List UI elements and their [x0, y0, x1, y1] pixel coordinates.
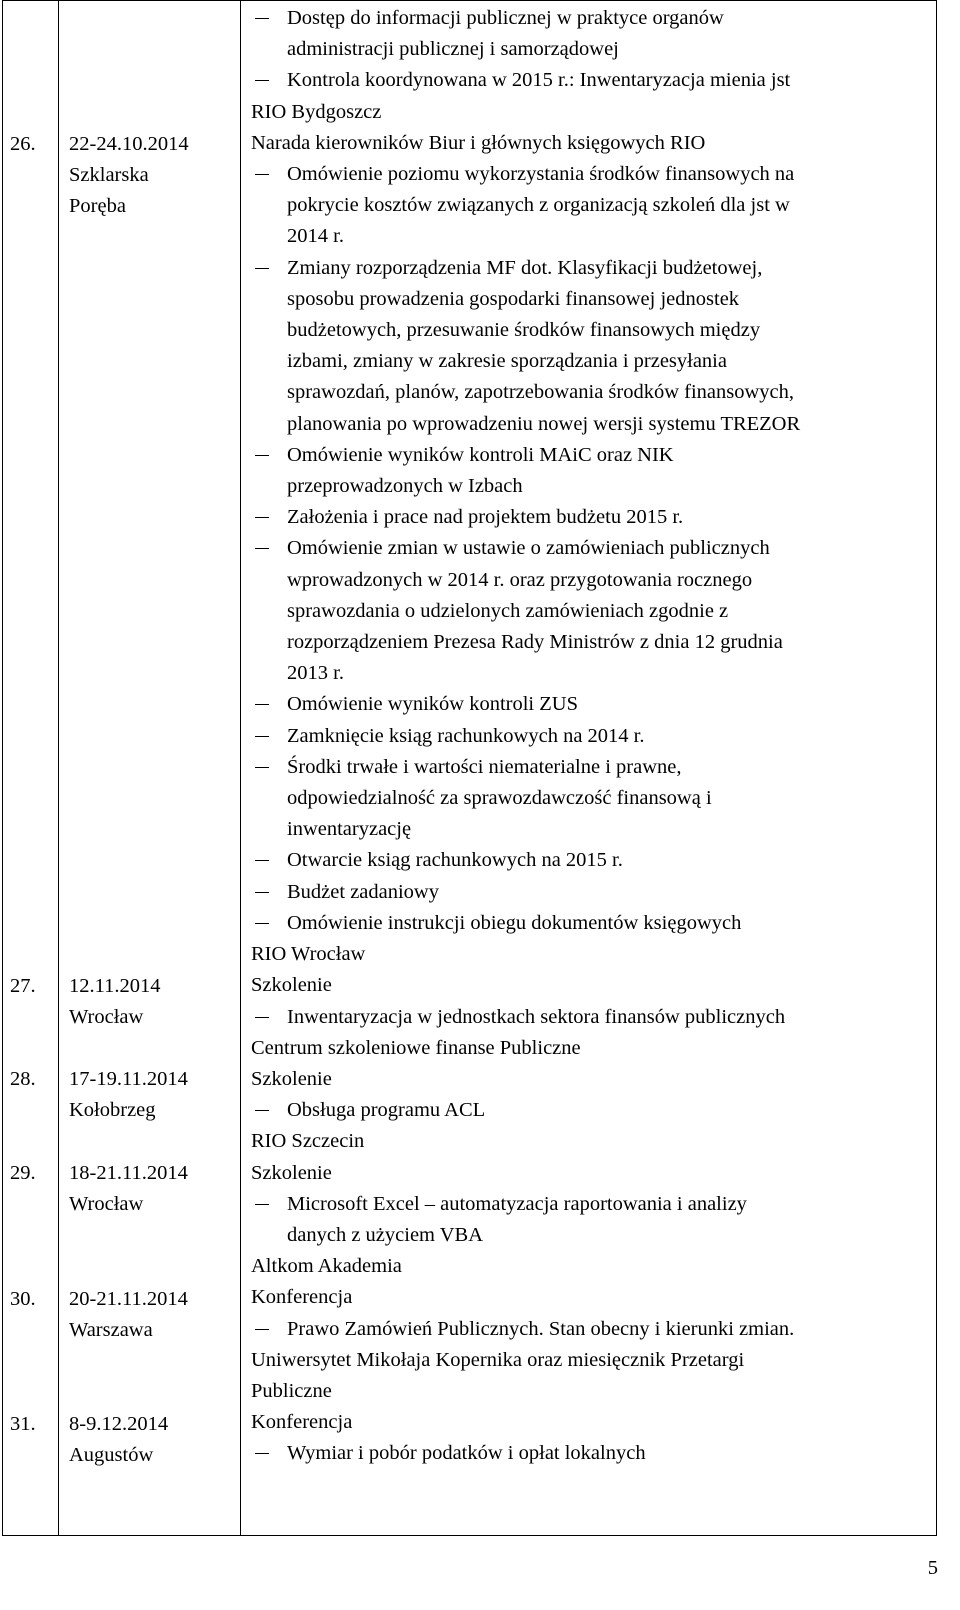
entry-26-bullet-item [251, 440, 936, 502]
entry-date: 20-21.11.2014 [69, 1288, 188, 1310]
entry-26-title: Narada kierowników Biur i głównych księgowych RIO [251, 131, 706, 154]
entry-date: 22-24.10.2014 [69, 133, 189, 155]
entry-26-bullet-item [251, 159, 936, 253]
bullet-text-line: sposobu prowadzenia gospodarki finansowej jednostek [287, 287, 740, 310]
entry-26-bullet-item [251, 502, 936, 533]
bullet-text-line: Inwentaryzacja w jednostkach sektora finansów publicznych [287, 1005, 786, 1028]
bullet-text-line: pokrycie kosztów związanych z organizacją szkoleń dla jst w [287, 194, 790, 217]
entry-30-organizer-line: Publiczne [251, 1379, 332, 1402]
entry-26-bullet-item [251, 253, 936, 440]
bullet-text-line: Omówienie instrukcji obiegu dokumentów księgowych [287, 911, 742, 934]
entry-place-name: Poręba [69, 195, 126, 218]
entry-27-title: Szkolenie [251, 974, 332, 997]
entry-date-place [69, 1284, 239, 1346]
dash-bullet-icon [255, 174, 269, 175]
entry-29-organizer: Altkom Akademia [251, 1255, 402, 1278]
bullet-text-line: Prawo Zamówień Publicznych. Stan obecny i kierunki zmian. [287, 1317, 795, 1340]
entry-place-name: Wrocław [69, 1006, 144, 1029]
entry-date-place [69, 1064, 239, 1126]
entry-26-bullet-item [251, 752, 936, 846]
date-place-column [59, 1, 241, 1536]
bullet-text-line: Zamknięcie ksiąg rachunkowych na 2014 r. [287, 724, 645, 747]
entry-28-organizer: RIO Szczecin [251, 1130, 365, 1153]
entry-30-organizer-line: Uniwersytet Mikołaja Kopernika oraz miesięcznik Przetargi [251, 1348, 745, 1371]
entry-place-name: Kołobrzeg [69, 1099, 156, 1122]
bullet-text-line: 2013 r. [287, 662, 344, 685]
dash-bullet-icon [255, 548, 269, 549]
entry-28-title: Szkolenie [251, 1067, 332, 1090]
entry-date-place [69, 129, 239, 223]
entry-number: 27. [10, 975, 36, 997]
dash-bullet-icon [255, 517, 269, 518]
entry-date: 12.11.2014 [69, 975, 161, 997]
entry-date-place [69, 971, 239, 1033]
bullet-text-line: rozporządzeniem Prezesa Rady Ministrów z dnia 12 grudnia [287, 631, 783, 654]
entry-26-bullet-item [251, 689, 936, 720]
entry-31-title: Konferencja [251, 1411, 353, 1434]
dash-bullet-icon [255, 1204, 269, 1205]
bullet-text-line: Kontrola koordynowana w 2015 r.: Inwentaryzacja mienia jst [287, 69, 791, 92]
entry-number: 31. [10, 1413, 36, 1435]
entry-27-bullet-item [251, 1002, 936, 1033]
bullet-text-line: Omówienie poziomu wykorzystania środków finansowych na [287, 163, 795, 186]
entry-26-bullet-item [251, 533, 936, 689]
dash-bullet-icon [255, 455, 269, 456]
bullet-text-line: Obsługa programu ACL [287, 1099, 486, 1122]
bullet-text-line: 2014 r. [287, 225, 344, 248]
bullet-text-line: Microsoft Excel – automatyzacja raportowania i analizy [287, 1192, 747, 1215]
entry-27-organizer: Centrum szkoleniowe finanse Publiczne [251, 1036, 581, 1059]
bullet-text-line: inwentaryzację [287, 818, 412, 841]
entry-31-bullet-item [251, 1438, 936, 1469]
topic-column [241, 1, 937, 1536]
previous-entry-bullet-item [251, 65, 936, 96]
entry-date: 8-9.12.2014 [69, 1413, 169, 1435]
entry-place-name: Szklarska [69, 164, 149, 187]
entry-30-bullet-item [251, 1314, 936, 1345]
entry-26-bullet-item [251, 908, 936, 939]
entry-place-name: Wrocław [69, 1193, 144, 1216]
dash-bullet-icon [255, 704, 269, 705]
dash-bullet-icon [255, 1110, 269, 1111]
dash-bullet-icon [255, 80, 269, 81]
entry-30-title: Konferencja [251, 1286, 353, 1309]
dash-bullet-icon [255, 767, 269, 768]
dash-bullet-icon [255, 18, 269, 19]
bullet-text-line: izbami, zmiany w zakresie sporządzania i przesyłania [287, 350, 727, 373]
dash-bullet-icon [255, 923, 269, 924]
bullet-text-line: przeprowadzonych w Izbach [287, 475, 523, 498]
bullet-text-line: planowania po wprowadzeniu nowej wersji systemu TREZOR [287, 412, 801, 435]
entry-place-name: Augustów [69, 1444, 154, 1467]
bullet-text-line: Założenia i prace nad projektem budżetu 2015 r. [287, 506, 684, 529]
entry-number: 30. [10, 1288, 36, 1310]
bullet-text-line: administracji publicznej i samorządowej [287, 38, 619, 61]
entry-number: 26. [10, 133, 36, 155]
entry-place-name: Warszawa [69, 1319, 153, 1342]
entry-date-place [69, 1158, 239, 1220]
bullet-text-line: Środki trwałe i wartości niematerialne i prawne, [287, 755, 682, 778]
number-column [3, 1, 59, 1536]
entry-26-bullet-item [251, 877, 936, 908]
entry-number: 29. [10, 1162, 36, 1184]
entry-date: 18-21.11.2014 [69, 1162, 188, 1184]
bullet-text-line: sprawozdań, planów, zapotrzebowania środków finansowych, [287, 381, 795, 404]
bullet-text-line: Zmiany rozporządzenia MF dot. Klasyfikacji budżetowej, [287, 256, 763, 279]
bullet-text-line: danych z użyciem VBA [287, 1223, 484, 1246]
entry-28-bullet-item [251, 1095, 936, 1126]
document-table [2, 0, 937, 1536]
entry-date: 17-19.11.2014 [69, 1068, 188, 1090]
dash-bullet-icon [255, 268, 269, 269]
bullet-text-line: wprowadzonych w 2014 r. oraz przygotowania rocznego [287, 568, 753, 591]
dash-bullet-icon [255, 1453, 269, 1454]
previous-entry-bullet-item [251, 3, 936, 65]
topic-body [241, 1, 936, 1470]
bullet-text-line: Budżet zadaniowy [287, 880, 439, 903]
entry-29-bullet-item [251, 1189, 936, 1251]
dash-bullet-icon [255, 736, 269, 737]
dash-bullet-icon [255, 1329, 269, 1330]
bullet-text-line: Otwarcie ksiąg rachunkowych na 2015 r. [287, 849, 623, 872]
bullet-text-line: Omówienie wyników kontroli ZUS [287, 693, 578, 716]
bullet-text-line: Dostęp do informacji publicznej w praktyce organów [287, 7, 724, 29]
entry-date-place [69, 1409, 239, 1471]
bullet-text-line: budżetowych, przesuwanie środków finansowych między [287, 319, 761, 342]
dash-bullet-icon [255, 1017, 269, 1018]
entry-26-organizer: RIO Wrocław [251, 943, 366, 966]
bullet-text-line: odpowiedzialność za sprawozdawczość finansową i [287, 787, 712, 810]
previous-entry-organizer: RIO Bydgoszcz [251, 100, 382, 123]
bullet-text-line: sprawozdania o udzielonych zamówieniach zgodnie z [287, 599, 729, 622]
dash-bullet-icon [255, 892, 269, 893]
entry-number: 28. [10, 1068, 36, 1090]
bullet-text-line: Omówienie zmian w ustawie o zamówieniach publicznych [287, 537, 770, 560]
entry-26-bullet-item [251, 721, 936, 752]
entry-26-bullet-item [251, 845, 936, 876]
bullet-text-line: Wymiar i pobór podatków i opłat lokalnych [287, 1442, 646, 1465]
dash-bullet-icon [255, 860, 269, 861]
page-number: 5 [927, 1557, 938, 1579]
entry-29-title: Szkolenie [251, 1161, 332, 1184]
bullet-text-line: Omówienie wyników kontroli MAiC oraz NIK [287, 443, 674, 466]
